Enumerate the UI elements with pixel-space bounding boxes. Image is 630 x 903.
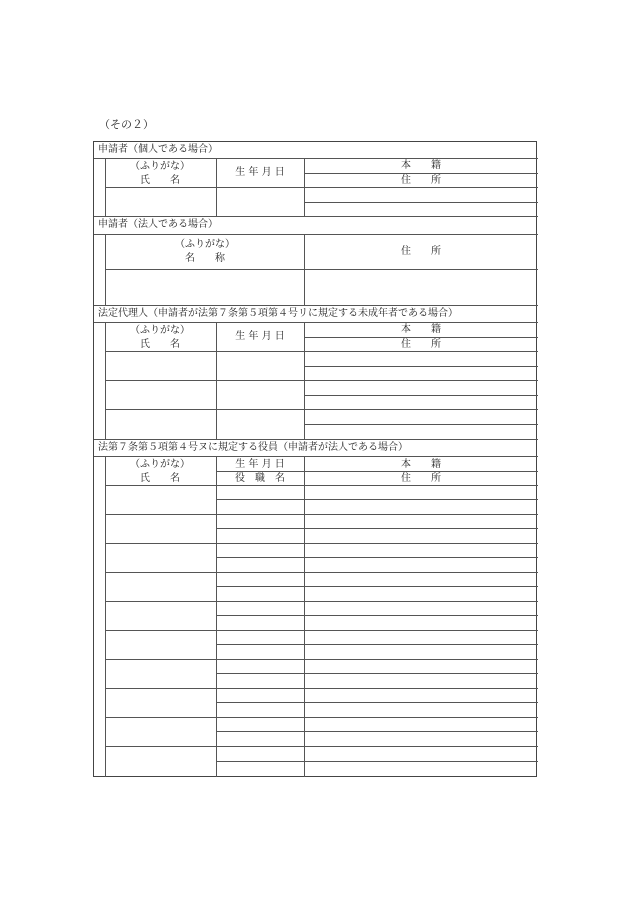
furigana-label: （ふりがな） [130, 459, 190, 470]
row-line [304, 173, 538, 174]
domicile-header: 本 籍 [401, 160, 441, 171]
officer-subrow-line [216, 702, 538, 703]
application-form-table [93, 141, 537, 777]
row-line [304, 424, 538, 425]
row-line [105, 409, 538, 410]
officer-row-line [105, 688, 538, 689]
birthdate-header: 生 年 月 日 [235, 331, 285, 342]
officer-subrow-line [216, 586, 538, 587]
domicile-header: 本 籍 [401, 459, 441, 470]
row-line [216, 471, 538, 472]
address-header: 住 所 [401, 175, 441, 186]
address-header: 住 所 [401, 246, 441, 257]
section-divider [94, 305, 538, 306]
officer-subrow-line [216, 673, 538, 674]
furigana-label: （ふりがな） [175, 239, 235, 250]
address-header: 住 所 [401, 473, 441, 484]
divider [94, 234, 538, 235]
section-divider [94, 439, 538, 440]
name-header: 氏 名 [140, 339, 180, 350]
row-line [105, 380, 538, 381]
address-header: 住 所 [401, 339, 441, 350]
section-title-individual: 申請者（個人である場合） [98, 144, 218, 155]
officer-subrow-line [216, 557, 538, 558]
indent-line [105, 456, 106, 777]
officer-row-line [105, 543, 538, 544]
officer-subrow-line [216, 615, 538, 616]
row-line [105, 269, 538, 270]
position-header: 役 職 名 [235, 473, 285, 484]
officer-subrow-line [216, 644, 538, 645]
officer-subrow-line [216, 528, 538, 529]
row-line [105, 351, 538, 352]
column-line [304, 456, 305, 777]
officer-row-line [105, 572, 538, 573]
officer-row-line [105, 485, 538, 486]
name-header: 氏 名 [140, 473, 180, 484]
furigana-label: （ふりがな） [130, 161, 190, 172]
officer-row-line [105, 717, 538, 718]
officer-row-line [105, 746, 538, 747]
row-line [304, 395, 538, 396]
section-title-officers: 法第７条第５項第４号ヌに規定する役員（申請者が法人である場合） [98, 442, 408, 453]
page-label: （その２） [99, 118, 154, 131]
furigana-label: （ふりがな） [130, 325, 190, 336]
divider [94, 456, 538, 457]
officer-row-line [105, 514, 538, 515]
corp-name-header: 名 称 [185, 253, 225, 264]
officer-subrow-line [216, 499, 538, 500]
row-line [304, 366, 538, 367]
domicile-header: 本 籍 [401, 324, 441, 335]
section-title-corporation: 申請者（法人である場合） [98, 219, 218, 230]
birthdate-header: 生 年 月 日 [235, 167, 285, 178]
officer-row-line [105, 630, 538, 631]
name-header: 氏 名 [140, 175, 180, 186]
officer-subrow-line [216, 731, 538, 732]
row-line [105, 187, 538, 188]
divider [94, 322, 538, 323]
section-title-legal-rep: 法定代理人（申請者が法第７条第５項第４号リに規定する未成年者である場合） [98, 308, 458, 319]
row-line [304, 202, 538, 203]
birthdate-header: 生 年 月 日 [235, 459, 285, 470]
officer-row-line [105, 601, 538, 602]
section-divider [94, 216, 538, 217]
officer-row-line [105, 659, 538, 660]
column-line [216, 456, 217, 777]
divider [94, 158, 538, 159]
row-line [304, 337, 538, 338]
officer-subrow-line [216, 761, 538, 762]
